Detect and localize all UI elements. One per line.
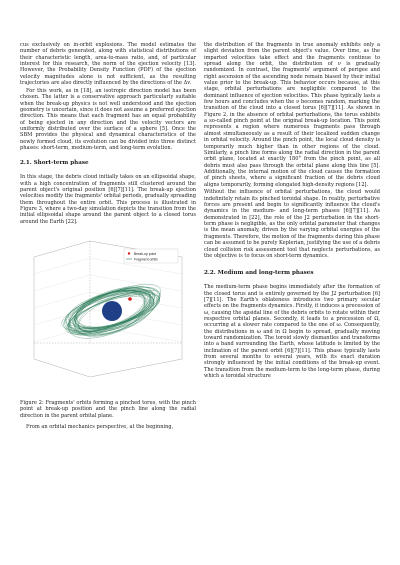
figure-2 <box>20 227 196 397</box>
paragraph: In this stage, the debris cloud initially takes on an ellipsoidal shape, with a high concentration of fragments still clustered around the parent object's original position [6][7][11]. The break-up ejection velocities modify the fragments' orbital periods, gradually spreading them throughout the entire orbit. This process is illustrated in Figure 3, where a two-day simulation depicts the transition from the initial ellipsoidal shape around the parent object to a closed torus around the Earth [22]. <box>20 174 197 225</box>
paragraph: For this work, as in [18], an isotropic direction model has been chosen. The latter is a conservative approach particularly suitable when the break-up physics is not well understood and the ejection geometry is uncertain, since it does not assume a preferred ejection direction. This means that each fragment has an equal probability of being ejected in any direction and the velocity vectors are uniformly distributed over the surface of a sphere [5]. Once the SBM provides the physical and dynamical characteristics of the newly formed cloud, its evolution can be divided into three distinct phases: short-term, medium-term, and long-term evolution. <box>20 87 196 151</box>
section-heading-medium-long-term: 2.2. Medium and long-term phases <box>204 270 314 277</box>
torus-plot <box>20 227 196 397</box>
figure-caption: Figure 2: Fragments' orbits forming a pinched torus, with the pinch point at break-up position and the pinch line along the radial direction in the parent orbital plane. <box>20 400 196 419</box>
left-column <box>20 42 196 432</box>
legend-orbit-label: Fragment orbits <box>134 257 158 262</box>
plot-legend <box>124 249 178 263</box>
grid-line <box>34 309 90 325</box>
section-heading-short-term: 2.1. Short-term phase <box>20 160 89 167</box>
paragraph: The medium-term phase begins immediately after the formation of the closed torus and is entirely governed by the J2 perturbation [6][7][11]. The Earth's oblateness introduces two primary secular effects on the fragments dynamics. Firstly, it induces a precession of ω, causing the apsidal line of the debris orbits to rotate within their respective orbital planes. Secondly, it leads to a precession of Ω, occurring at a slower rate compared to the one of ω. Consequently, the distributions in ω and in Ω begin to spread, gradually moving toward randomization. The toroid slowly dismantles and transforms into a band surrounding the Earth, whose latitude is limited by the inclination of the parent orbit [6][7][11]. This phase typically lasts from several months to several years, with its exact duration strongly influenced by the initial conditions of the break-up event. The transition from the medium-term to the long-term phase, during which a toroidal structure <box>204 284 380 379</box>
grid-line <box>34 275 90 291</box>
paragraph: the distribution of the fragments in true anomaly exhibits only a slight deviation from the parent object's value. Over time, as the imparted velocities take effect and the fragments continue to spread along the orbit, the distribution of ν is gradually randomized. In contrast, the fragments' argument of perigee and right ascension of the ascending node remain biased by their initial value prior to the break-up. This behavior occurs because, at this stage, orbital perturbations are negligible compared to the dominant influence of ejection velocities. This phase typically lasts a few hours and concludes when the ν becomes random, marking the transition of the cloud into a closed torus [6][7][11]. As shown in Figure 2, in the absence of orbital perturbations, the torus exhibits a so-called pinch point at the original break-up location. This point represents a region where numerous fragments pass through almost simultaneously as a result of their localized sudden change in orbital velocity. Around the pinch point, the local cloud density is temporarily much higher than in other regions of the cloud. Similarly, a pinch line forms along the radial direction in the parent orbit plane, located at exactly 180° from the pinch point, as all debris must also pass through the orbital plane along this line [5]. Additionally, the internal motion of the cloud causes the formation of pinch sheets, where a significant fraction of the debris cloud aligns temporarily, forming elongated high-density regions [12]. <box>204 42 380 188</box>
grid-line <box>34 258 90 274</box>
legend-breakup-marker <box>128 252 130 254</box>
earth-icon <box>102 301 122 321</box>
breakup-point-marker <box>128 297 132 301</box>
paragraph: From an orbital mechanics perspective, at the beginning, <box>26 424 174 431</box>
right-column <box>204 42 380 381</box>
paragraph: Without the influence of orbital perturbations, the cloud would indefinitely retain its pinched toroidal shape. In reality, perturbative forces are present and begin to significantly influence the cloud's dynamics in the medium- and long-term phases [6][7][11]. As demonstrated in [22], the role of the J2 perturbation in the short-term phase is negligible, as the only orbital parameter that changes is the mean anomaly, driven by the varying orbital energies of the fragments. Therefore, the motion of the fragments during this phase can be assumed to be purely Keplerian, justifying the use of a debris cloud collision risk assessment tool that neglects perturbations, as the objective is to focus on short-term dynamics. <box>204 189 381 259</box>
paragraph: cus exclusively on in-orbit explosions. The model estimates the number of debris generated, along with statistical distributions of their characteristic length, area-to-mass ratio, and, of particular interest for this research, the norm of the ejection velocity [13]. However, the Probability Density Function (PDF) of the ejection velocity magnitudes alone is not sufficient, as the resulting trajectories are also directly influenced by the directions of the Δv. <box>20 42 196 87</box>
legend-breakup-label: Break-up point <box>134 252 157 257</box>
